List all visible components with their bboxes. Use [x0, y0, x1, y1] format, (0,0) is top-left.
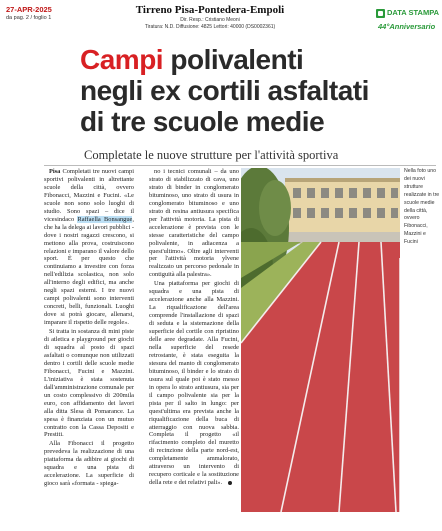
logo-anniversary: 44°Anniversario [378, 22, 436, 31]
paragraph [44, 168, 134, 327]
photo-caption: Nella foto uno dei nuovi strutture realizzate in tre scuole medie della città, ovvero Fibonacci, Mazzini e Fucini [404, 168, 440, 246]
article-subheadline: Completate le nuove strutture per l'attività sportiva [84, 148, 339, 162]
article-headline [80, 44, 380, 137]
running-track-photo [241, 168, 400, 512]
headline-red-word: Campi [80, 44, 164, 75]
paragraph: no i tecnici comunali – da uno strato di stabilizzato di cava, uno strato di binder in conglomerato bituminoso, uno strato di usura in conglomerato bituminoso e uno strato di resina antiusura specifica per l'attività motoria. La pista di accelerazione è prevista con le stesse caratteristiche del campo polivalente, in adiacenza a quest'ultimo». Oltre agli interventi per l'attività motoria ylvene realizzato un percorso pedonale in contiguità alla palestra». [149, 168, 239, 279]
text-run: Completati tre nuovi campi sportivi polivalenti in altrettante scuole della città, ovvero Fibonacci, Mazzini e Fucini. «Le scuole non sono solo luoghi di studio. Sono spazi – dice il vicesindaco [44, 168, 134, 223]
paragraph: Si tratta in sostanza di mini piste di atletica e playground per giochi di squadra al posto di spazi asfaltati o comunque non utilizzati dentro i cortili delle scuole medie Fibonacci, Fucini e Mazzini. L'iniziativa è stata sostenuta dall'amministrazione comunale per un costo complessivo di 200mila euro, con affidamento dei lavori alla ditta Slesa di Pomarance. La spesa è finanziata con un mutuo contratto con la Cassa Depositi e Prestiti. [44, 328, 134, 439]
article-photo [241, 168, 400, 512]
article-column-1 [44, 168, 134, 488]
paragraph [149, 280, 239, 487]
logo-text: DATA STAMPA [387, 8, 440, 17]
headline-line3: di tre scuole medie [80, 106, 325, 137]
highlighted-name: Raffaella Bonsangue [77, 215, 133, 223]
article-column-2 [149, 168, 239, 487]
paragraph: Alla Fibonacci il progetto prevedeva la realizzazione di una piattaforma da adibire ai giochi di squadra e una pista di accelerazione. La superficie di gioco sarà «formata - spiega- [44, 440, 134, 488]
data-stampa-logo [376, 8, 440, 38]
text-run: , che ha la delega ai lavori pubblici - dove i nostri ragazzi crescono, si mettono alla prova, costruiscono relazioni e imparano il valore dello sport. È per questo che continuiamo a investire con forza nell'edilizia scolastica, non solo all'interno degli edifici, ma anche negli spazi esterni. I tre nuovi campi polivalenti sono interventi concreti, belli, funzionali. Luoghi dove si potrà giocare, allenarsi, imparare il rispetto delle regole». [44, 215, 135, 327]
dateline: Pisa [49, 168, 61, 175]
newspaper-name: Tirreno Pisa-Pontedera-Empoli [135, 4, 285, 16]
divider [44, 165, 436, 166]
data-stampa-icon [376, 9, 385, 18]
text-run: Una piattaforma per giochi di squadra e una pista di accelerazione anche alla Mazzini. La riqualificazione dell'area comprende l'installazione di spazi di seduta e la sistemazione della superficie del cortile con ripristino delle aree degradate. Alla Fucini, nella superficie del resede retrostante, è stata eseguita la stesura del manto di conglomerato bituminoso, il binder e lo strato di usura sul quale poi è stato messo in opera lo strato antiusura, sia per il campo polivalente sia per la pista per il salto in lungo: per quest'ultima era prevista anche la riqualificazione della buca di atterraggio con nuova sabbia. Completa il progetto «il rifacimento completo del muretto di recinzione della parte nord-est, completamente ammalorato, attraverso un intervento di recupero corticale e la sostituzione della rete e dei relativi pali». [149, 280, 239, 487]
headline-line2: negli ex cortili asfaltati [80, 75, 369, 106]
editor-line: Dir. Resp.: Cristiano Meoni [180, 17, 240, 23]
publication-date: 27-APR-2025 [6, 5, 52, 14]
page-info: da pag. 2 / foglio 1 [6, 15, 52, 21]
end-bullet-icon [228, 481, 232, 485]
circulation-line: Tiratura: N.D. Diffusione: 4825 Lettori: 40000 (DS0002361) [144, 24, 276, 30]
headline-line1-rest: polivalenti [163, 44, 304, 75]
